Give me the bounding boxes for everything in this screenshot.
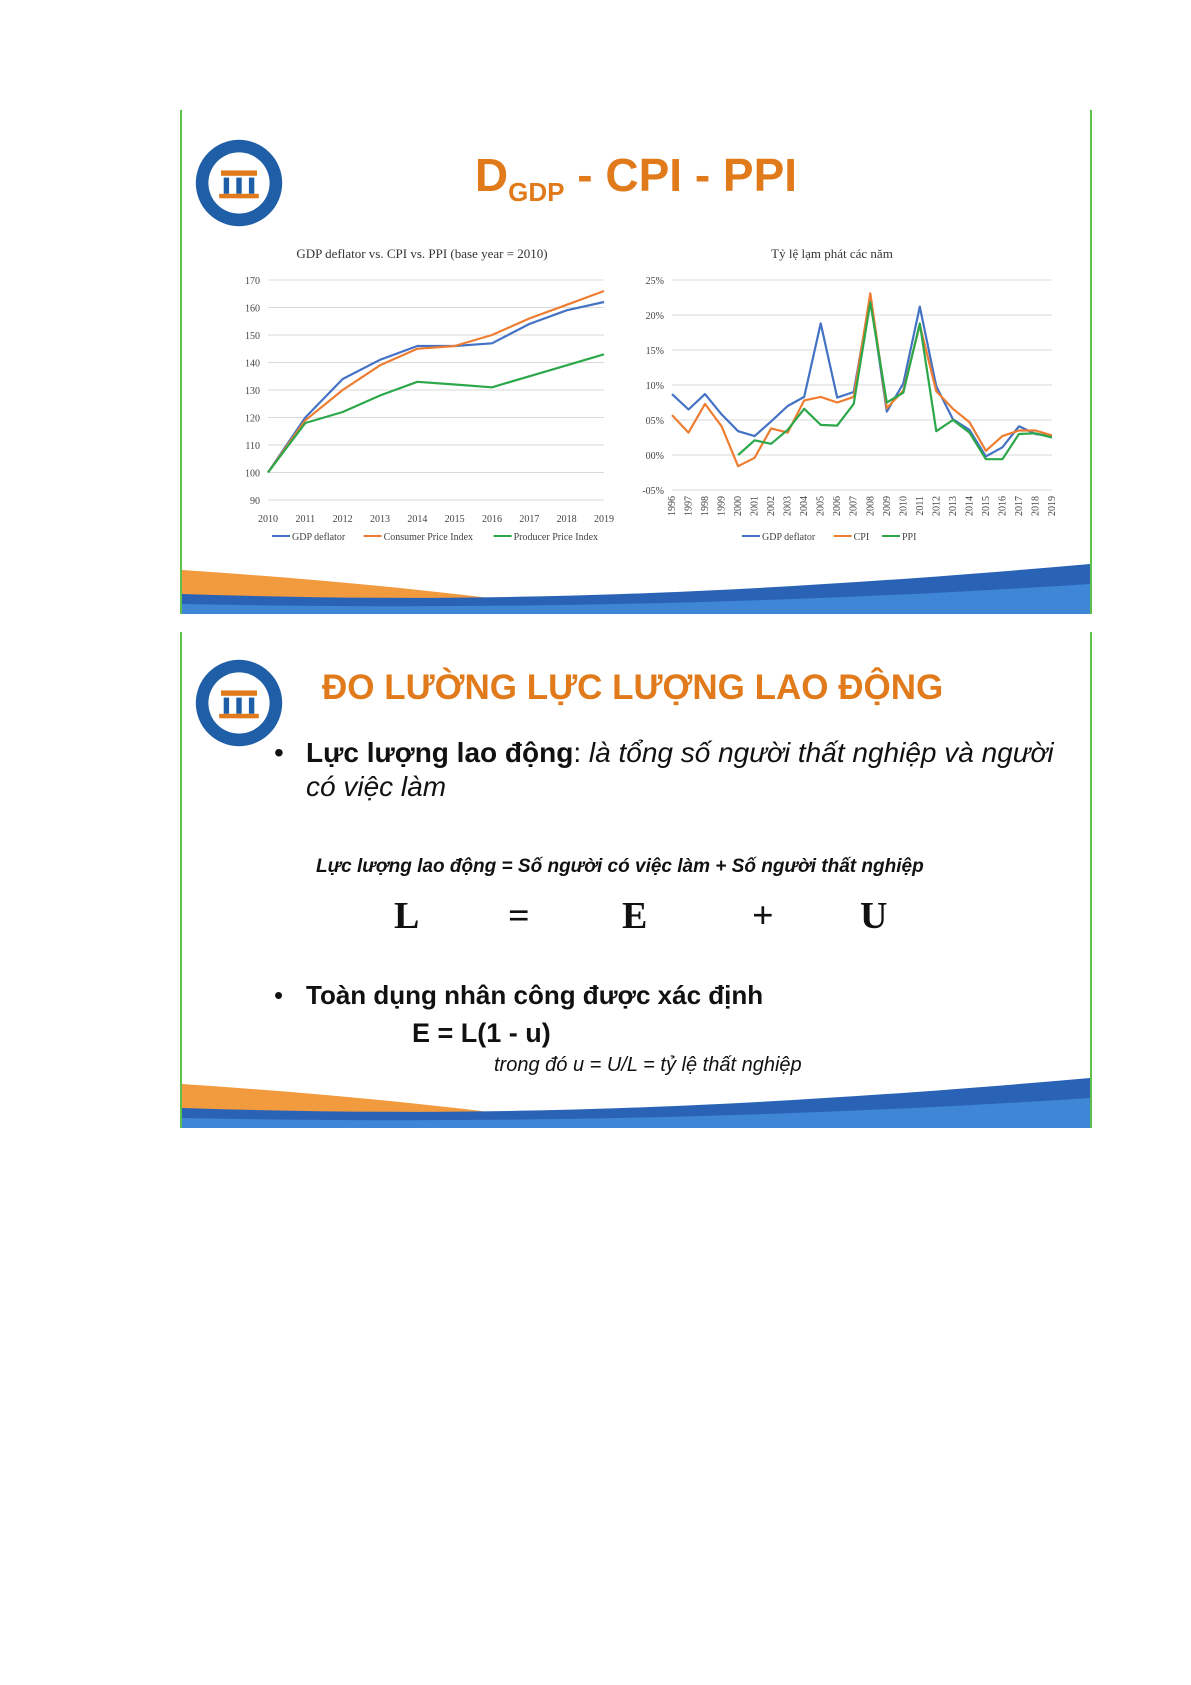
eq-plus: + bbox=[752, 895, 774, 937]
legend-label: Producer Price Index bbox=[513, 532, 599, 543]
y-tick-label: 00% bbox=[645, 451, 664, 462]
x-tick-label: 2002 bbox=[766, 496, 778, 516]
x-tick-label: 2003 bbox=[782, 496, 794, 516]
bullet-icon: • bbox=[274, 980, 284, 1010]
y-tick-label: 140 bbox=[245, 358, 260, 370]
legend-label: GDP deflator bbox=[292, 532, 346, 543]
bullet-full-employment: • Toàn dụng nhân công được xác định bbox=[274, 980, 764, 1010]
x-tick-label: 2014 bbox=[407, 514, 428, 525]
x-tick-label: 2010 bbox=[258, 514, 278, 525]
y-tick-label: 130 bbox=[245, 386, 260, 397]
x-tick-label: 1996 bbox=[667, 496, 678, 516]
x-tick-label: 2011 bbox=[914, 496, 926, 516]
x-tick-label: 2018 bbox=[1030, 496, 1042, 516]
x-tick-label: 2005 bbox=[815, 496, 827, 516]
bullet-labor-force: • Lực lượng lao động: là tổng số người thất nghiệp và người có việc làm bbox=[274, 737, 1054, 802]
x-tick-label: 2018 bbox=[556, 514, 577, 525]
eq-E: E bbox=[622, 895, 648, 937]
x-tick-label: 2012 bbox=[332, 514, 353, 525]
x-tick-label: 1997 bbox=[683, 496, 695, 516]
legend-label: CPI bbox=[853, 532, 870, 543]
definition-text: là tổng số người thất nghiệp và người có việc làm bbox=[306, 737, 1054, 802]
chart2-title: Tỷ lệ lạm phát các năm bbox=[771, 246, 893, 261]
series-line-gdp-deflator bbox=[672, 298, 1052, 457]
y-tick-label: 160 bbox=[245, 303, 260, 315]
x-tick-label: 2017 bbox=[1013, 496, 1025, 516]
y-tick-label: 120 bbox=[245, 413, 260, 425]
y-tick-label: 15% bbox=[645, 346, 664, 357]
x-tick-label: 2015 bbox=[444, 514, 465, 525]
eq-equals: = bbox=[508, 895, 530, 937]
legend-label: GDP deflator bbox=[762, 532, 816, 543]
series-line-gdp-deflator bbox=[268, 302, 604, 473]
y-tick-label: 170 bbox=[245, 276, 260, 287]
y-tick-label: 90 bbox=[250, 496, 260, 507]
term-labor-force: Lực lượng lao động bbox=[306, 737, 574, 768]
eq-L: L bbox=[394, 895, 420, 937]
x-tick-label: 2017 bbox=[519, 514, 540, 525]
formula: E = L(1 - u) bbox=[412, 1018, 551, 1048]
x-tick-label: 2013 bbox=[947, 496, 959, 516]
x-tick-label: 2013 bbox=[370, 514, 390, 525]
x-tick-label: 2010 bbox=[898, 496, 910, 516]
chart1-title: GDP deflator vs. CPI vs. PPI (base year = 2010) bbox=[296, 246, 548, 261]
y-tick-label: 110 bbox=[245, 441, 260, 452]
footer-swoosh bbox=[182, 1068, 1090, 1128]
chart-price-index bbox=[222, 268, 622, 548]
y-tick-label: 150 bbox=[245, 331, 260, 342]
x-tick-label: 2009 bbox=[881, 496, 893, 516]
x-tick-label: 2019 bbox=[1047, 496, 1058, 516]
eq-U: U bbox=[860, 895, 888, 937]
slide-labor-force bbox=[180, 632, 1092, 1128]
formula-note: trong đó u = U/L = tỷ lệ thất nghiệp bbox=[494, 1054, 802, 1076]
x-tick-label: 1998 bbox=[700, 496, 712, 516]
slide-gdp-cpi-ppi bbox=[180, 110, 1092, 614]
legend-label: PPI bbox=[902, 532, 917, 543]
chart-inflation-rate bbox=[622, 268, 1062, 548]
x-tick-label: 1999 bbox=[716, 496, 728, 516]
series-line-cpi bbox=[672, 293, 1052, 466]
y-tick-label: -05% bbox=[642, 486, 664, 497]
x-tick-label: 2014 bbox=[964, 496, 976, 516]
x-tick-label: 2019 bbox=[594, 514, 614, 525]
footer-swoosh bbox=[182, 554, 1090, 614]
y-tick-label: 100 bbox=[245, 468, 260, 480]
slide-title: $D_{GDP}$ - CPI - PPI bbox=[474, 149, 798, 207]
slide-title: ĐO LƯỜNG LỰC LƯỢNG LAO ĐỘNG bbox=[322, 668, 944, 707]
y-tick-label: 20% bbox=[645, 311, 664, 322]
equation-words: Lực lượng lao động = Số người có việc làm + Số người thất nghiệp bbox=[316, 856, 924, 877]
bullet-icon: • bbox=[274, 737, 284, 768]
x-tick-label: 2015 bbox=[980, 496, 992, 516]
y-tick-label: 10% bbox=[645, 381, 664, 392]
x-tick-label: 2016 bbox=[997, 496, 1009, 516]
series-line-producer-price-index bbox=[268, 354, 604, 472]
y-tick-label: 05% bbox=[645, 416, 664, 427]
x-tick-label: 2001 bbox=[749, 496, 761, 516]
x-tick-label: 2008 bbox=[865, 496, 877, 516]
x-tick-label: 2006 bbox=[832, 496, 844, 516]
x-tick-label: 2000 bbox=[733, 496, 745, 516]
legend-label: Consumer Price Index bbox=[383, 532, 474, 543]
x-tick-label: 2004 bbox=[799, 496, 811, 516]
x-tick-label: 2012 bbox=[931, 496, 943, 516]
y-tick-label: 25% bbox=[645, 276, 664, 287]
x-tick-label: 2016 bbox=[482, 514, 502, 525]
x-tick-label: 2007 bbox=[848, 496, 860, 516]
x-tick-label: 2011 bbox=[295, 514, 316, 525]
university-logo-icon bbox=[194, 658, 284, 748]
